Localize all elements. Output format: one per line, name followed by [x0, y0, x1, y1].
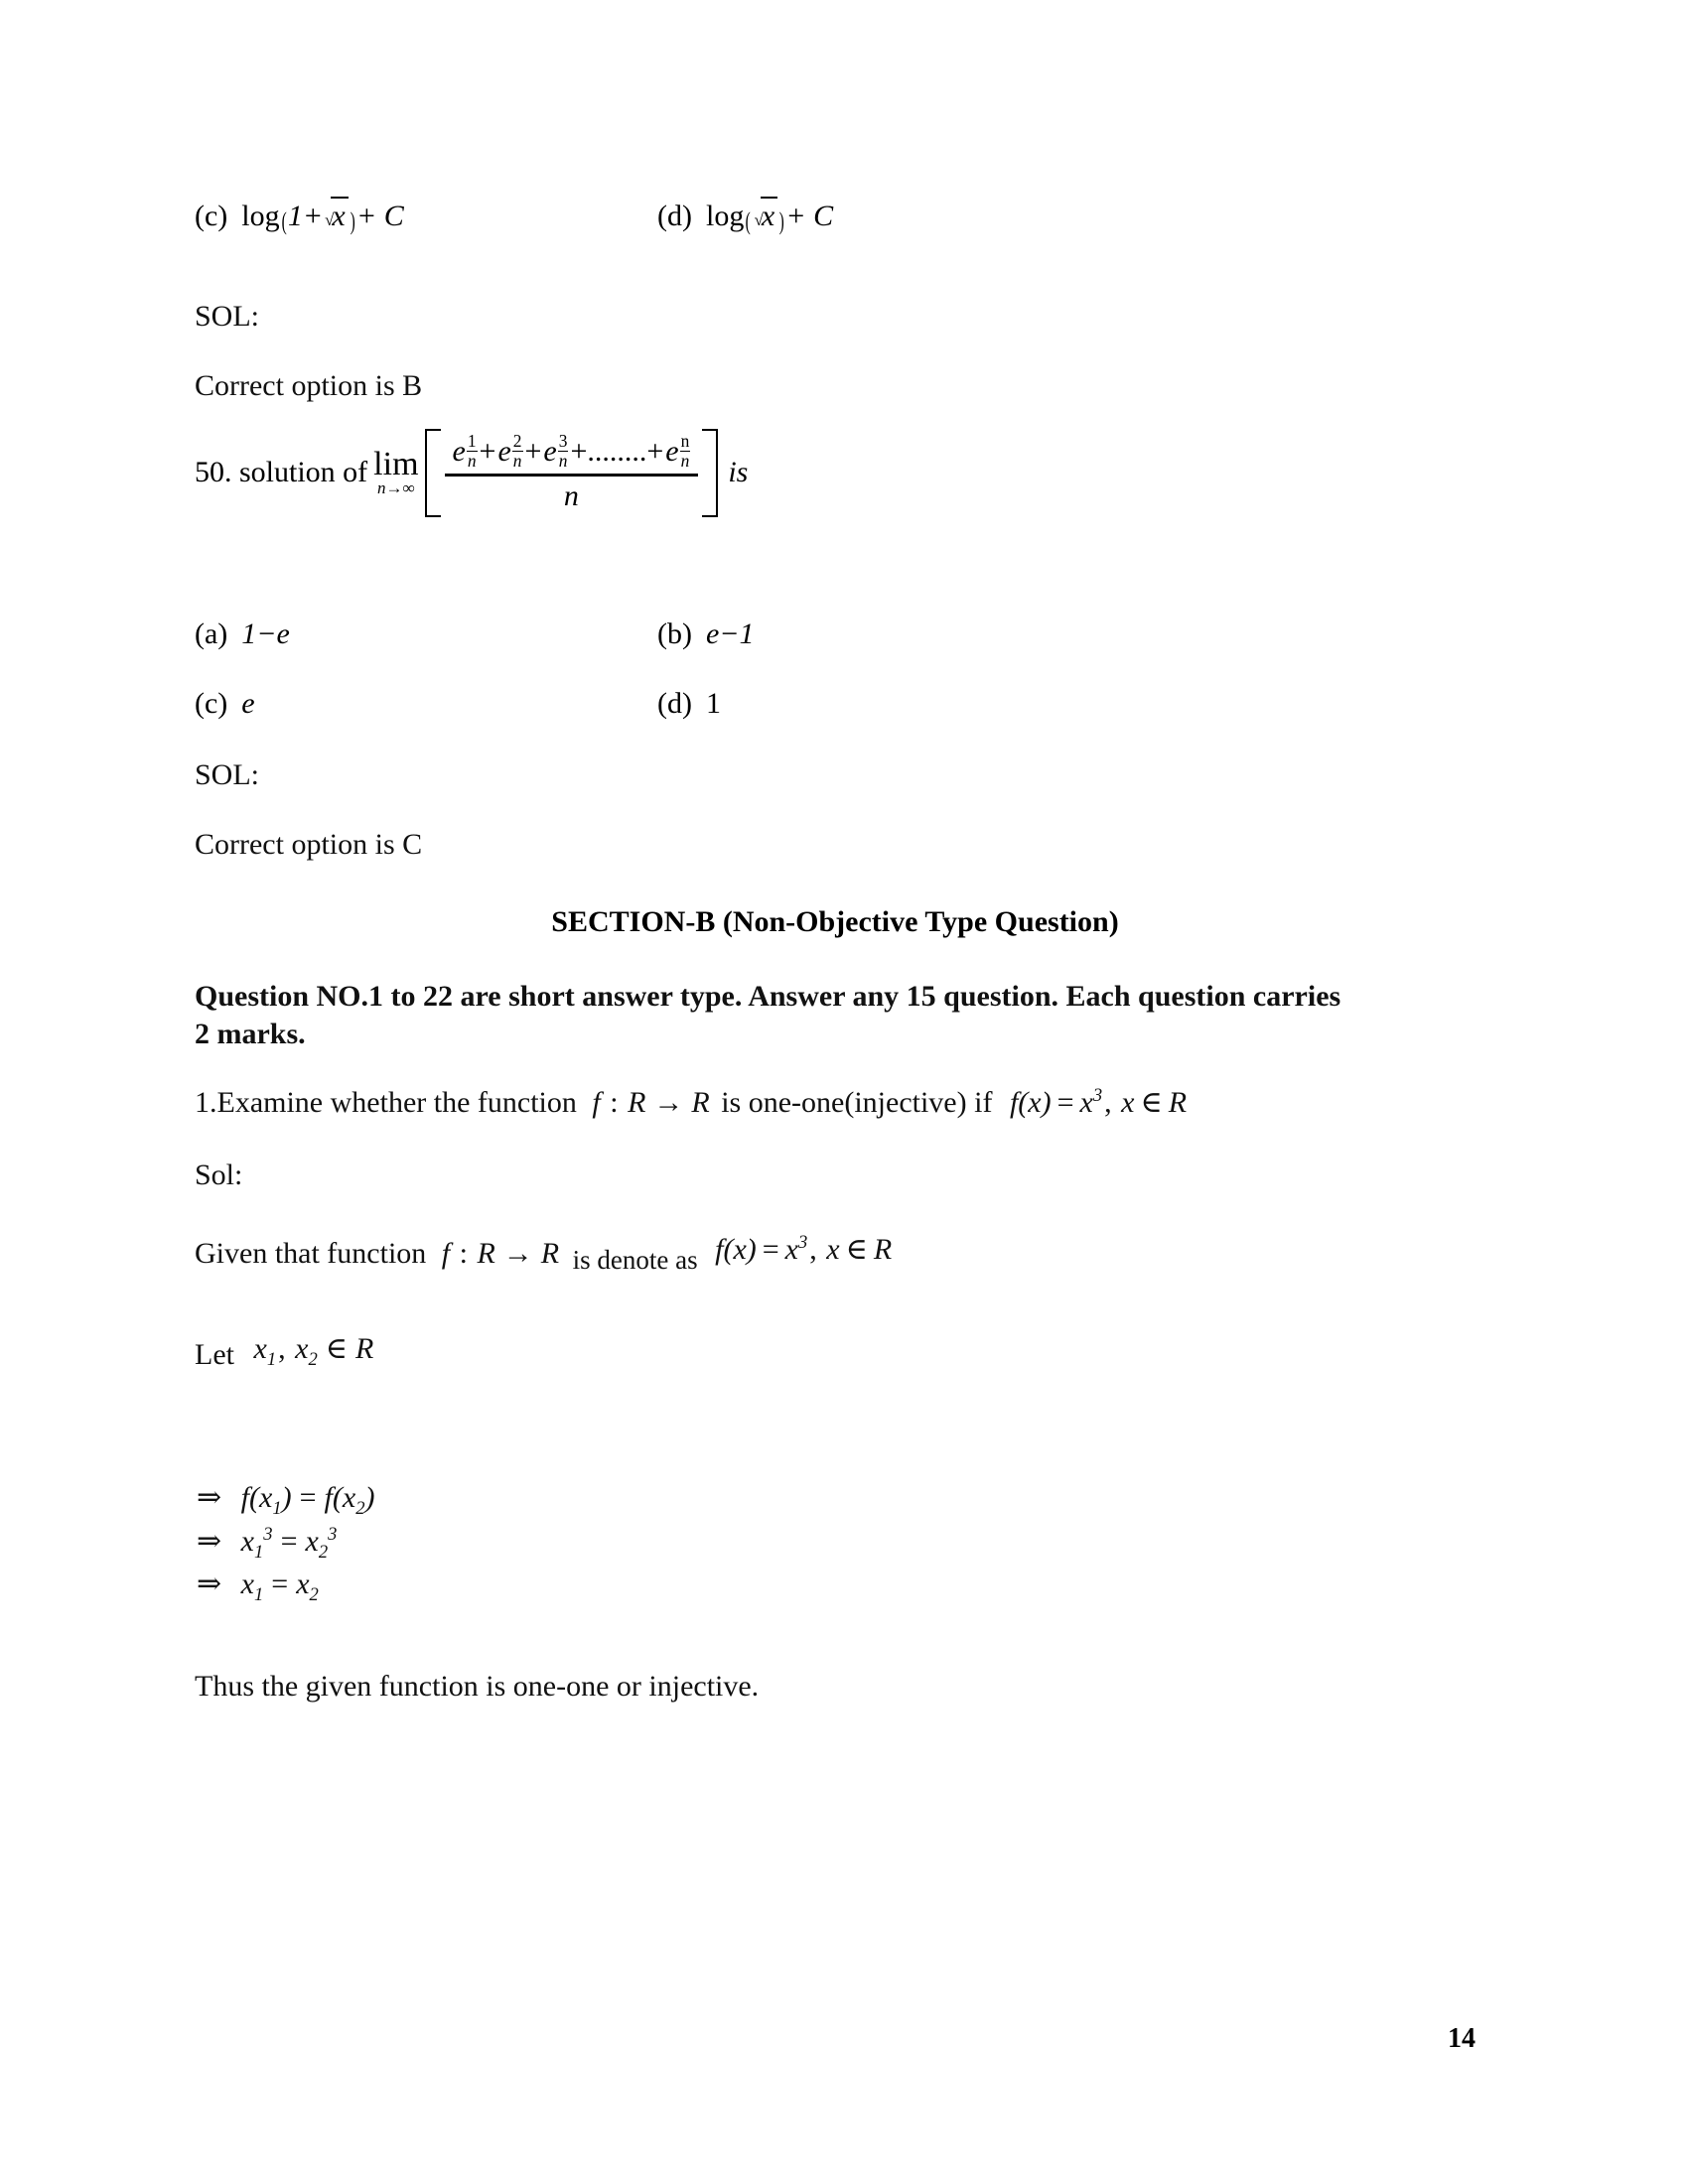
sqrt-icon: √x	[753, 197, 778, 233]
derivation-step-1	[195, 1479, 375, 1517]
question-50-option-d	[657, 687, 721, 721]
given-prefix: Given that function	[195, 1237, 427, 1270]
option-a-value: 1−e	[241, 617, 290, 650]
implies-icon: ⇒	[197, 1481, 222, 1514]
question-b1-let-line	[195, 1330, 373, 1374]
section-b-subtitle: (Non-Objective Type Question)	[715, 905, 1119, 938]
step-2-expression: $x_1^3 = x_2^3$	[240, 1523, 338, 1563]
question-50-options-row-1	[195, 617, 755, 651]
option-c-label: (c)	[195, 200, 228, 232]
open-paren-icon: (	[745, 207, 752, 235]
question-49-answer: Correct option is B	[195, 369, 423, 402]
option-d-suffix: + C	[785, 200, 834, 232]
question-50-stem	[195, 429, 748, 517]
option-c-value: e	[241, 687, 255, 720]
ellipsis-term: +........+	[570, 434, 664, 468]
question-50-option-c	[195, 687, 657, 721]
term-n: e $\frac{n}{n}$	[665, 431, 690, 472]
option-d-radicand: x	[761, 197, 777, 233]
question-b1-sol-label: Sol:	[195, 1159, 243, 1191]
question-50-answer: Correct option is C	[195, 828, 423, 861]
open-bracket-icon	[425, 429, 441, 517]
limit-fraction	[445, 429, 699, 517]
term-3: e $\frac{3}{n}$	[543, 431, 568, 472]
option-d-label: (d)	[657, 200, 692, 232]
fraction-numerator	[445, 433, 699, 474]
function-mapping: f : R → R	[441, 1237, 560, 1270]
option-c-inner-prefix: 1+	[287, 200, 324, 232]
given-fx-definition: $f(x) = x^3$, x ∈ R	[715, 1232, 893, 1266]
implies-icon: ⇒	[197, 1524, 222, 1558]
option-c-suffix: + C	[355, 200, 404, 232]
question-50-option-a	[195, 617, 657, 651]
section-b-title: SECTION-B	[551, 905, 716, 938]
question-49-option-d	[657, 197, 833, 236]
close-paren-icon: )	[778, 207, 784, 235]
open-paren-icon: (	[281, 207, 287, 235]
instructions-line-2: 2 marks.	[195, 1017, 306, 1050]
option-d-log: log	[705, 200, 745, 232]
question-b1-given-line	[195, 1231, 892, 1278]
function-mapping: f : R → R	[592, 1086, 710, 1119]
plus-sign: +	[524, 434, 542, 468]
question-b1-number-and-text: 1.Examine whether the function	[195, 1086, 577, 1119]
option-d-value: 1	[705, 687, 721, 720]
option-c-radicand: x	[331, 197, 348, 233]
question-49-option-c	[195, 197, 657, 236]
lim-label: lim	[373, 446, 419, 483]
question-50-options-row-2	[195, 687, 721, 721]
question-b1-derivation	[195, 1479, 375, 1609]
question-b1-middle-text: is one-one(injective) if	[721, 1086, 993, 1119]
plus-sign: +	[479, 434, 496, 468]
close-paren-icon: )	[350, 207, 355, 235]
fraction-denominator: n	[445, 474, 699, 513]
term-2: e $\frac{2}{n}$	[497, 431, 522, 472]
question-49-options-row	[195, 197, 833, 236]
implies-icon: ⇒	[197, 1568, 222, 1600]
let-variables: $x_1$, $x_2$ ∈ R	[253, 1332, 374, 1370]
option-c-label: (c)	[195, 687, 228, 720]
instructions-line-1: Question NO.1 to 22 are short answer type. Answer any 15 question. Each question carries	[195, 980, 1341, 1013]
derivation-step-2	[195, 1523, 375, 1561]
option-b-value: e−1	[705, 617, 755, 650]
step-3-expression: $x_1 = x_2$	[240, 1568, 319, 1605]
section-b-heading	[195, 905, 1476, 939]
question-50-stem-suffix: is	[728, 456, 749, 489]
option-d-label: (d)	[657, 687, 692, 720]
limit-operator	[373, 448, 418, 498]
page-number: 14	[1448, 2023, 1476, 2054]
section-b-instructions	[195, 978, 1476, 1052]
question-b1-conclusion: Thus the given function is one-one or injective.	[195, 1670, 760, 1703]
question-50-option-b	[657, 617, 755, 651]
sqrt-icon: √x	[323, 197, 349, 233]
question-b1-fx-definition: $f(x) = x^3$, x ∈ R	[1009, 1085, 1188, 1119]
question-b1-stem	[195, 1084, 1187, 1122]
step-1-expression: $f(x_1) = f(x_2)$	[240, 1481, 375, 1519]
question-49-sol-label: SOL:	[195, 300, 260, 333]
question-50-number-and-text: 50. solution of	[195, 456, 368, 489]
derivation-step-3	[195, 1566, 375, 1603]
close-bracket-icon	[702, 429, 718, 517]
option-c-log: log	[241, 200, 280, 232]
lim-subscript: n→∞	[377, 478, 415, 498]
option-b-label: (b)	[657, 617, 692, 650]
given-middle-text: is denote as	[572, 1245, 698, 1275]
let-label: Let	[195, 1338, 234, 1371]
option-a-label: (a)	[195, 617, 228, 650]
term-1: e $\frac{1}{n}$	[452, 431, 477, 472]
question-50-sol-label: SOL:	[195, 758, 260, 791]
